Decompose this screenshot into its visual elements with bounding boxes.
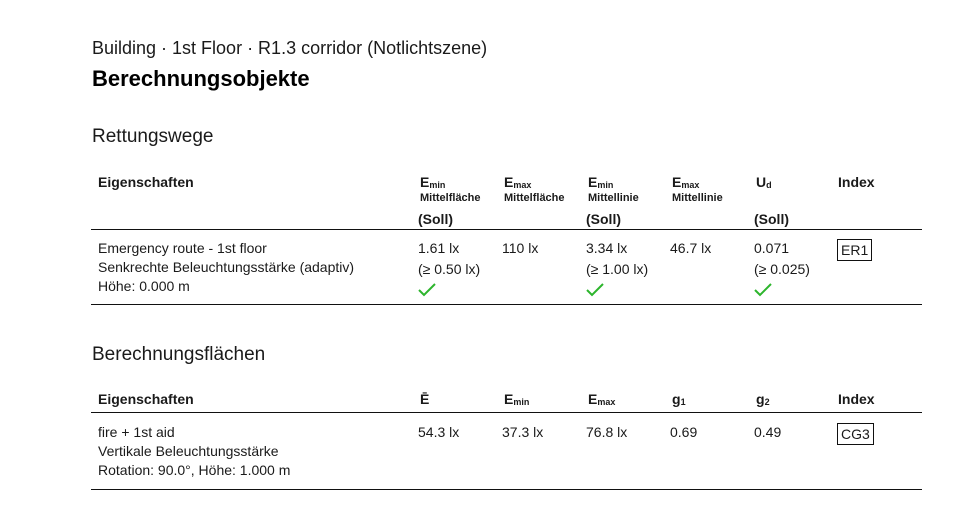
value-g2: 0.49 — [754, 424, 782, 440]
row-description: Vertikale Beleuchtungsstärke — [98, 443, 279, 459]
row-description: Senkrechte Beleuchtungsstärke (adaptiv) — [98, 259, 355, 275]
section-title-berechnungsflaechen: Berechnungsflächen — [92, 344, 266, 365]
value-ud: 0.071 — [754, 240, 790, 256]
col-header-emin: Emin — [504, 391, 530, 407]
row-divider — [91, 304, 922, 305]
row-name: fire + 1st aid — [98, 424, 175, 440]
value-emin-mittellinie: 3.34 lx — [586, 240, 628, 256]
col-header-emin-mittelflaeche: Emin — [420, 174, 446, 190]
col-header-emax: Emax — [588, 391, 616, 407]
col-header-eigenschaften: Eigenschaften — [98, 391, 194, 407]
value-emin: 37.3 lx — [502, 424, 544, 440]
breadcrumb: Building · 1st Floor · R1.3 corridor (Notlichtszene) — [92, 38, 488, 58]
page-title: Berechnungsobjekte — [92, 66, 310, 91]
value-e-average: 54.3 lx — [418, 424, 460, 440]
col-header-emax-mittellinie: Emax — [672, 174, 700, 190]
row-name: Emergency route - 1st floor — [98, 240, 267, 256]
col-soll-ud: (Soll) — [754, 211, 789, 227]
col-header-g2: g2 — [756, 391, 770, 407]
col-header-emin-mittellinie: Emin — [588, 174, 614, 190]
check-icon — [417, 282, 437, 298]
value-emax-mittelflaeche: 110 lx — [502, 240, 539, 256]
check-icon — [585, 282, 605, 298]
value-emax-mittellinie: 46.7 lx — [670, 240, 712, 256]
row-divider — [91, 489, 922, 490]
col-header-ud: Ud — [756, 174, 772, 190]
col-soll-emin-mf: (Soll) — [418, 211, 453, 227]
soll-emin-mittelflaeche: (≥ 0.50 lx) — [418, 261, 481, 277]
index-badge-cg3[interactable]: CG3 — [837, 423, 874, 445]
header-divider — [91, 412, 922, 413]
value-g1: 0.69 — [670, 424, 698, 440]
col-soll-emin-ml: (Soll) — [586, 211, 621, 227]
soll-emin-mittellinie: (≥ 1.00 lx) — [586, 261, 649, 277]
value-emax: 76.8 lx — [586, 424, 628, 440]
soll-ud: (≥ 0.025) — [754, 261, 810, 277]
col-header-eigenschaften: Eigenschaften — [98, 174, 194, 190]
index-badge-er1[interactable]: ER1 — [837, 239, 872, 261]
row-height: Höhe: 0.000 m — [98, 278, 190, 294]
col-header-index: Index — [838, 391, 875, 407]
berechnungsflaechen-table — [91, 386, 922, 496]
header-divider — [91, 229, 922, 230]
col-note-mittellinie: Mittellinie — [588, 192, 639, 204]
col-header-emax-mittelflaeche: Emax — [504, 174, 532, 190]
col-header-e-average: Ē — [420, 391, 430, 407]
value-emin-mittelflaeche: 1.61 lx — [418, 240, 460, 256]
rettungswege-table — [91, 168, 922, 308]
col-header-index: Index — [838, 174, 875, 190]
col-header-g1: g1 — [672, 391, 686, 407]
row-rotation-height: Rotation: 90.0°, Höhe: 1.000 m — [98, 462, 291, 478]
section-title-rettungswege: Rettungswege — [92, 126, 214, 147]
col-note-mittelflaeche: Mittelfläche — [420, 192, 481, 204]
check-icon — [753, 282, 773, 298]
col-note-mittellinie-2: Mittellinie — [672, 192, 723, 204]
col-note-mittelflaeche-2: Mittelfläche — [504, 192, 565, 204]
